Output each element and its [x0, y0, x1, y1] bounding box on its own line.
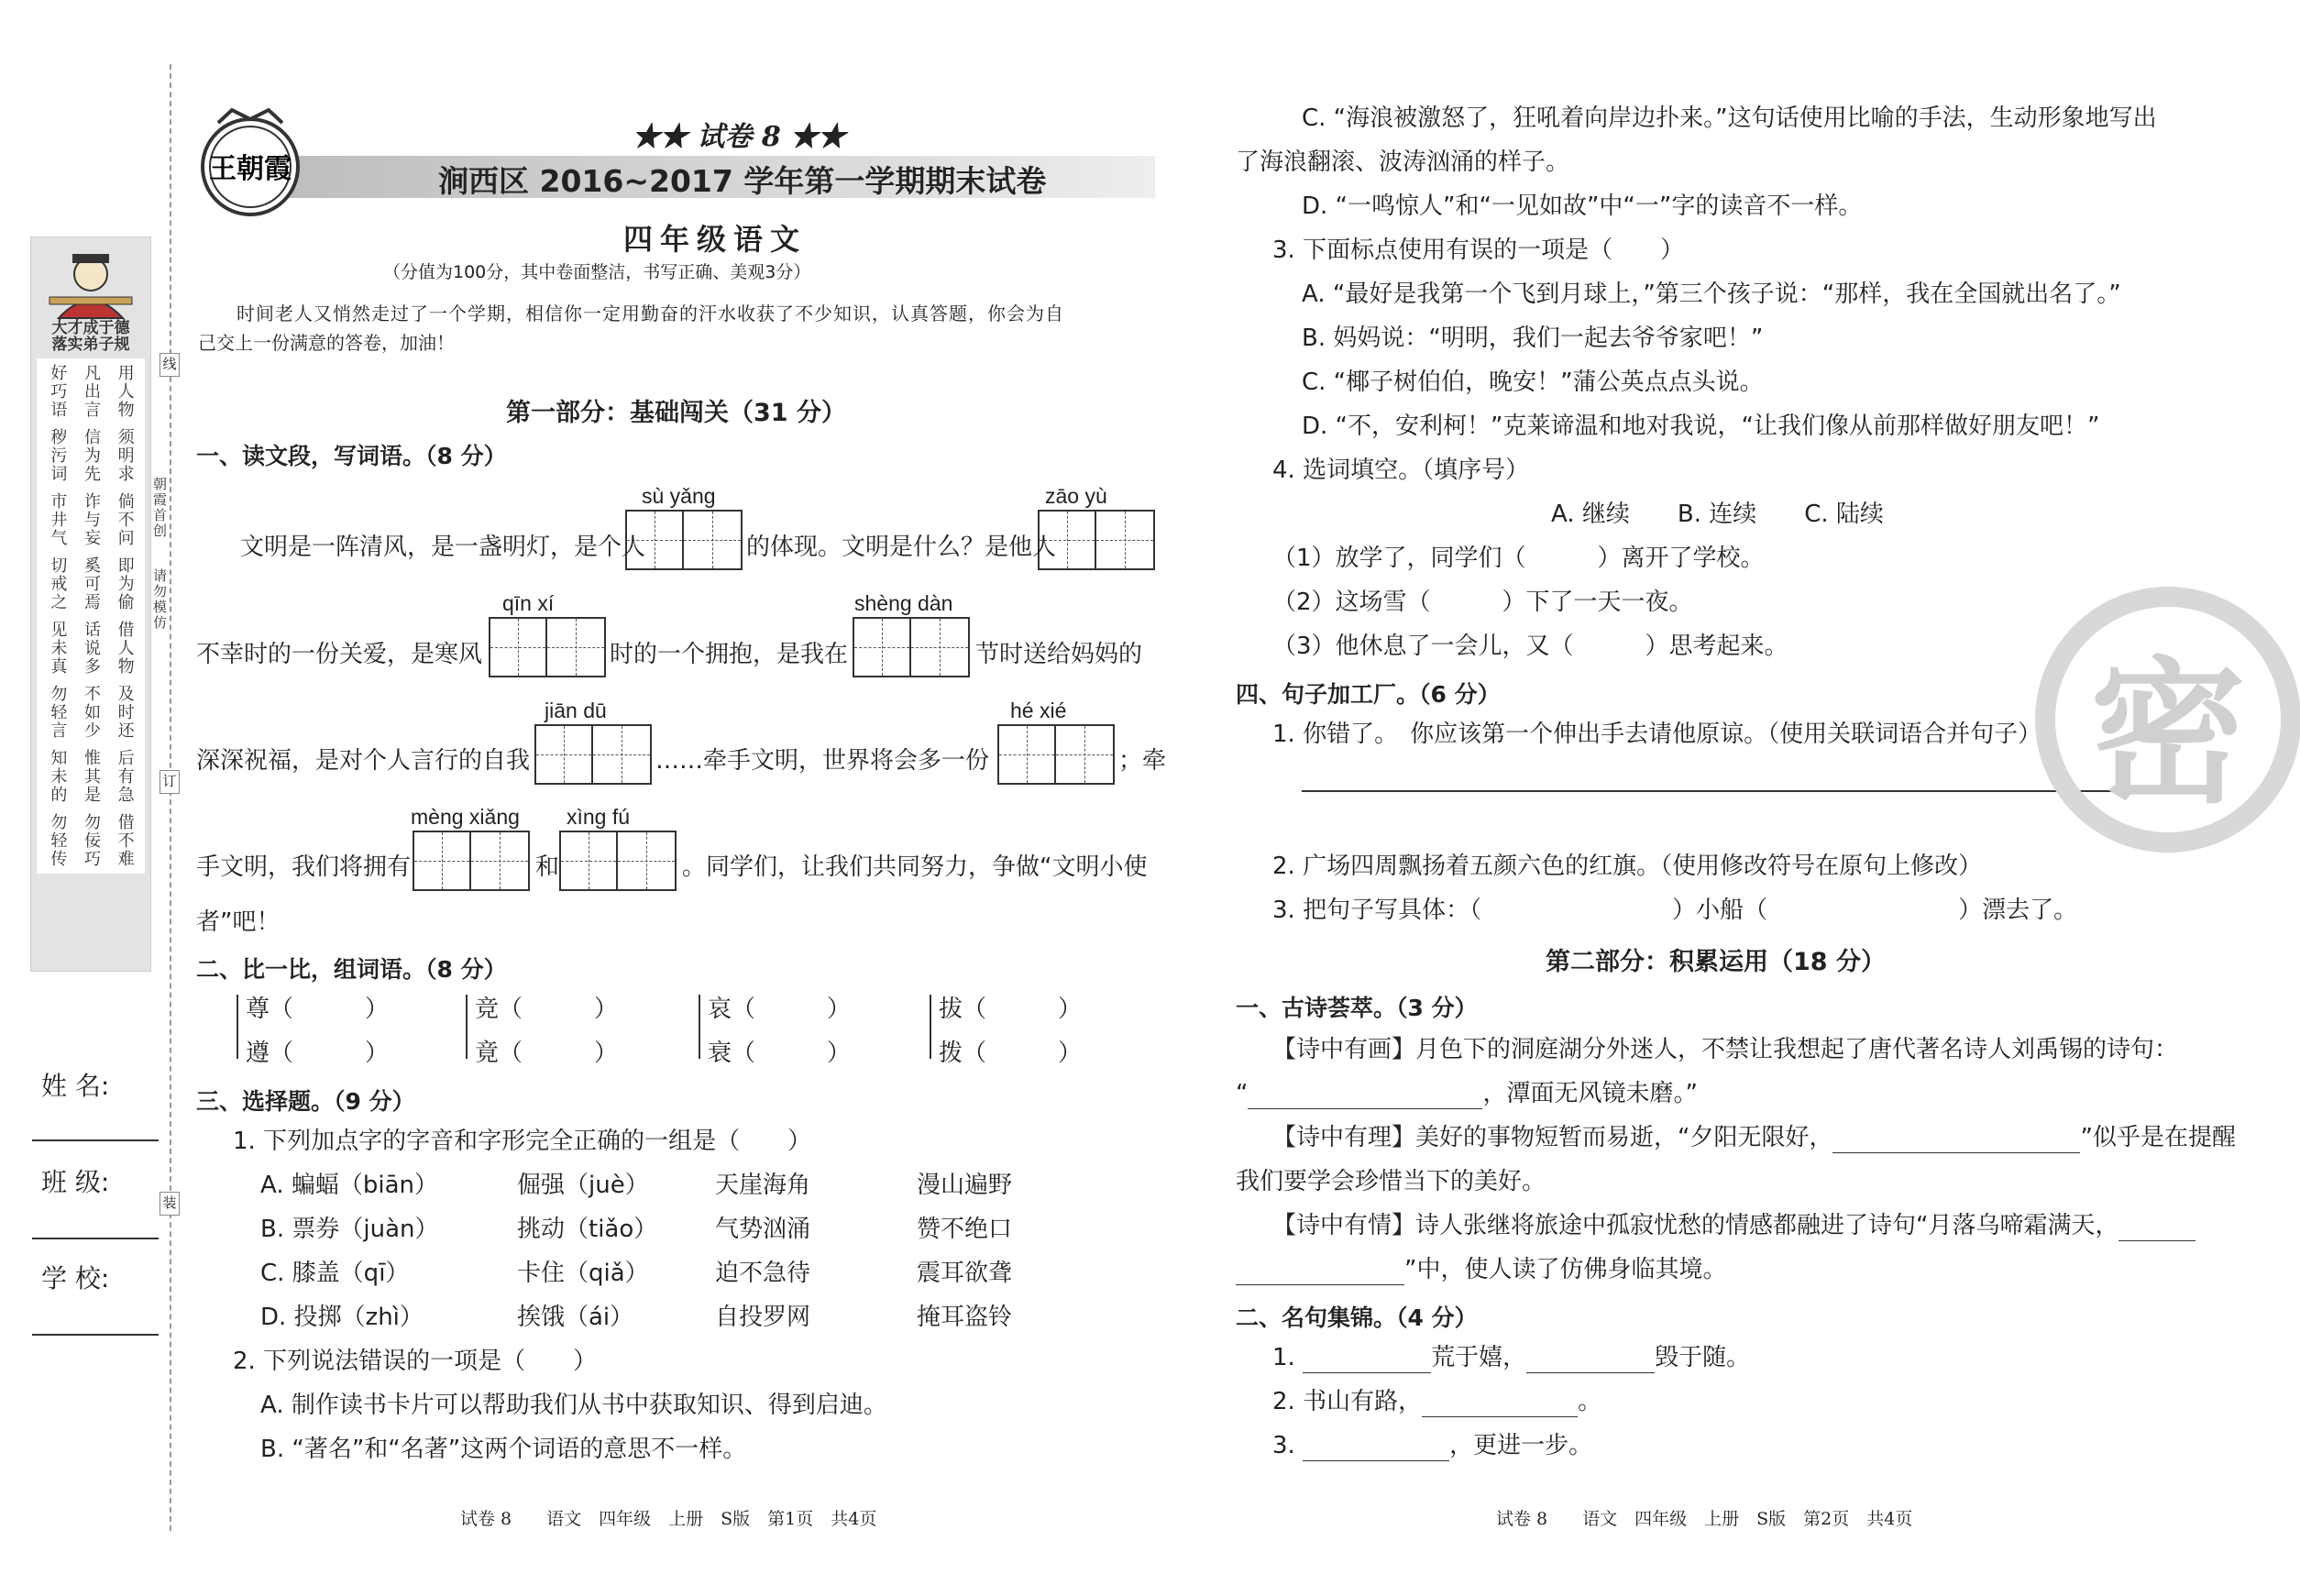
motto-col: 即为偷	[115, 556, 135, 611]
sentence-3: 3. 把句子写具体：（ ）小船（ ）漂去了。	[1272, 897, 2078, 924]
writing-box[interactable]	[853, 617, 970, 677]
sentence-1: 1. 你错了。 你应该第一个伸出手去请他原谅。（使用关联词语合并句子）	[1272, 721, 2042, 748]
passage-text: 手文明，我们将拥有	[196, 853, 412, 881]
motto-col: 用人物	[115, 364, 135, 419]
school-label: 学 校:	[41, 1263, 110, 1293]
quote-3	[1272, 1430, 1592, 1461]
option-cell: 天崖海角	[715, 1172, 811, 1199]
motto-col: 好巧语	[48, 364, 68, 419]
compare-item: 拨（ ）	[939, 1040, 1083, 1067]
mc3-option-b: B. 妈妈说：“明明，我们一起去爷爷家吧！”	[1302, 325, 1764, 352]
secret-stamp	[2035, 587, 2300, 853]
option-cell: 掩耳盗铃	[917, 1304, 1013, 1331]
option-cell: 气势汹涌	[715, 1216, 811, 1243]
poem-text: ，潭面无风镜未磨。”	[1482, 1080, 1698, 1107]
mc2-option-c-cont: 了海浪翻滚、波涛汹涌的样子。	[1236, 149, 1570, 176]
quote-2	[1272, 1386, 1601, 1417]
score-note: （分值为100分，其中卷面整洁，书写正确、美观3分）	[383, 262, 811, 282]
mc4-options: A. 继续 B. 连续 C. 陆续	[1551, 501, 1884, 528]
passage-text: 不幸时的一份关爱，是寒风	[196, 641, 483, 668]
passage-text: 者”吧！	[196, 908, 281, 936]
compare-item: 衰（ ）	[708, 1040, 852, 1067]
quote-blank[interactable]	[1303, 1348, 1431, 1373]
poem-2-line	[1272, 1122, 2236, 1153]
option-cell: 卡住（qiǎ）	[517, 1260, 649, 1287]
motto-col: 话说多	[81, 621, 101, 676]
pinyin-2: zāo yù	[1045, 484, 1107, 508]
passage-text: ……牵手文明，世界将会多一份	[655, 747, 990, 775]
compare-bracket	[930, 995, 931, 1059]
quote-text: 3.	[1272, 1432, 1304, 1459]
footer-right: 试卷 8 语文 四年级 上册 S版 第2页 共4页	[1496, 1509, 1913, 1529]
writing-box[interactable]	[559, 831, 677, 891]
motto-col: 倘不问	[115, 492, 135, 547]
mc2-option-d: D. “一鸣惊人”和“一见如故”中“一”字的读音不一样。	[1302, 193, 1863, 220]
subject-title: 四年级语文	[623, 222, 808, 257]
class-label: 班 级:	[41, 1167, 110, 1197]
mc4-item: （2）这场雪（ ）下了一天一夜。	[1272, 589, 1693, 616]
motto-col: 惟其是	[81, 749, 101, 804]
mc1-stem: 1. 下列加点字的字音和字形完全正确的一组是（ ）	[233, 1128, 812, 1155]
compare-item: 竞（ ）	[475, 996, 619, 1023]
option-cell: 赞不绝口	[917, 1216, 1013, 1243]
q2-title: 二、比一比，组词语。（8 分）	[196, 956, 507, 983]
compare-bracket	[237, 995, 238, 1059]
motto-2: 落实弟子规	[51, 336, 130, 354]
poem-blank[interactable]	[1236, 1260, 1404, 1285]
pinyin-5: jiān dū	[545, 699, 607, 722]
pinyin-1: sù yǎng	[642, 484, 716, 508]
compare-bracket	[466, 995, 468, 1059]
motto-col: 勿佞巧	[81, 813, 101, 868]
star-icon: ★★	[633, 121, 688, 153]
poem-blank[interactable]	[1832, 1128, 2080, 1153]
poem-1-line: 【诗中有画】月色下的洞庭湖分外迷人，不禁让我想起了唐代著名诗人刘禹锡的诗句：	[1272, 1036, 2179, 1063]
sidebar-panel	[30, 237, 151, 972]
mc2-option-b: B. “著名”和“名著”这两个词语的意思不一样。	[260, 1436, 747, 1463]
quote-text: 。	[1578, 1388, 1602, 1415]
name-field[interactable]	[32, 1139, 159, 1141]
quote-1	[1272, 1342, 1750, 1373]
answer-line[interactable]	[1302, 790, 2186, 792]
motto-grid	[37, 358, 145, 874]
motto-col: 勿轻传	[48, 813, 68, 868]
quote-blank[interactable]	[1422, 1392, 1578, 1417]
q1-title: 一、读文段，写词语。（8 分）	[196, 443, 507, 469]
motto-col: 后有急	[115, 749, 135, 804]
poem-text: 【诗中有情】诗人张继将旅途中孤寂忧愁的情感都融进了诗句“月落乌啼霜满天，	[1272, 1212, 2119, 1239]
mc3-option-c: C. “椰子树伯伯，晚安！”蒲公英点点头说。	[1302, 369, 1764, 396]
mc3-option-a: A. “最好是我第一个飞到月球上，”第三个孩子说：“那样，我在全国就出名了。”	[1302, 281, 2121, 308]
motto-col: 借人物	[115, 621, 135, 676]
poem-text: ”中，使人读了仿佛身临其境。	[1404, 1256, 1727, 1283]
part2-heading: 第二部分：积累运用（18 分）	[1546, 948, 1886, 976]
pinyin-7: mèng xiǎng	[411, 805, 520, 829]
motto-1: 大才成于德	[51, 319, 130, 337]
writing-box[interactable]	[413, 831, 530, 891]
mc4-stem: 4. 选词填空。（填序号）	[1272, 457, 1530, 484]
passage-text: 和	[535, 853, 560, 881]
motto-col: 勿轻言	[48, 685, 68, 740]
quote-blank[interactable]	[1526, 1348, 1655, 1373]
star-icon: ★★	[790, 121, 846, 153]
option-cell: D. 投掷（zhì）	[260, 1304, 424, 1331]
passage-text: 深深祝福，是对个人言行的自我	[196, 747, 531, 775]
motto-col: 市井气	[48, 492, 68, 547]
poem-3-cont	[1236, 1254, 1726, 1285]
poem-text: ”似乎是在提醒	[2080, 1124, 2236, 1151]
binding-mark-3: 装	[160, 1192, 180, 1216]
name-label: 姓 名:	[41, 1071, 110, 1101]
poem-blank[interactable]	[2118, 1216, 2195, 1241]
binding-mark-2: 订	[160, 770, 180, 794]
mc2-option-c: C. “海浪被激怒了，狂吼着向岸边扑来。”这句话使用比喻的手法，生动形象地写出	[1302, 105, 2157, 132]
q3-title: 三、选择题。（9 分）	[196, 1088, 415, 1115]
writing-box[interactable]	[534, 724, 652, 785]
mc3-stem: 3. 下面标点使用有误的一项是（ ）	[1272, 237, 1685, 264]
pinyin-3: qīn xí	[502, 591, 555, 615]
passage-text: 节时送给妈妈的	[975, 641, 1143, 668]
part1-heading: 第一部分：基础闯关（31 分）	[506, 399, 846, 427]
motto-col: 知未的	[48, 749, 68, 804]
quote-text: 毁于随。	[1655, 1344, 1751, 1371]
option-cell: A. 蝙蝠（biān）	[260, 1172, 438, 1199]
compare-item: 哀（ ）	[708, 996, 852, 1023]
option-cell: 震耳欲聋	[917, 1260, 1013, 1287]
compare-bracket	[699, 995, 700, 1059]
mc2-option-a: A. 制作读书卡片可以帮助我们从书中获取知识、得到启迪。	[260, 1392, 887, 1419]
intro-line-2: 己交上一份满意的答卷，加油！	[198, 332, 455, 354]
logo-text: 王朝霞	[209, 153, 292, 185]
option-cell: 迫不急待	[715, 1260, 811, 1287]
mc4-item: （3）他休息了一会儿，又（ ）思考起来。	[1272, 633, 1788, 660]
motto-col: 奚可焉	[81, 556, 101, 611]
school-field[interactable]	[32, 1334, 159, 1336]
scholar-illustration	[31, 247, 150, 320]
option-cell: 挨饿（ái）	[517, 1304, 634, 1331]
option-cell: B. 票券（juàn）	[260, 1216, 439, 1243]
option-cell: C. 膝盖（qī）	[260, 1260, 410, 1287]
compare-item: 拔（ ）	[939, 996, 1083, 1023]
p2-title: 二、名句集锦。（4 分）	[1236, 1304, 1478, 1331]
motto-col: 不如少	[81, 685, 101, 740]
option-cell: 自投罗网	[715, 1304, 811, 1331]
pinyin-8: xìng fú	[567, 805, 631, 829]
intro-line-1: 时间老人又悄然走过了一个学期，相信你一定用勤奋的汗水收获了不少知识，认真答题，你会为自	[237, 303, 1064, 325]
pinyin-4: shèng dàn	[854, 591, 953, 615]
side-note-2: 请勿模仿	[151, 568, 168, 631]
option-cell: 挑动（tiǎo）	[517, 1216, 658, 1243]
mc3-option-d: D. “不，安利柯！”克莱谛温和地对我说，“让我们像从前那样做好朋友吧！”	[1302, 413, 2100, 440]
quote-open: “	[1236, 1080, 1249, 1107]
motto-col: 诈与妄	[81, 492, 101, 547]
mc2-stem: 2. 下列说法错误的一项是（ ）	[233, 1348, 598, 1375]
quote-text: ，更进一步。	[1449, 1432, 1593, 1459]
q4-title: 四、句子加工厂。（6 分）	[1236, 681, 1501, 708]
motto-col: 及时还	[115, 685, 135, 740]
side-note-1: 朝霞首创	[151, 477, 168, 539]
paper-number	[633, 114, 845, 154]
publisher-logo	[191, 103, 310, 222]
stamp-text: 密	[2089, 643, 2246, 825]
motto-col: 见未真	[48, 621, 68, 676]
passage-text: 的体现。文明是什么？是他人	[746, 534, 1057, 561]
sentence-2: 2. 广场四周飘扬着五颜六色的红旗。（使用修改符号在原句上修改）	[1272, 853, 1983, 880]
motto-col: 凡出言	[81, 364, 101, 419]
quote-text: 荒于嬉，	[1431, 1344, 1527, 1371]
exam-title: 涧西区 2016~2017 学年第一学期期末试卷	[438, 163, 1047, 199]
binding-mark-1: 线	[160, 353, 180, 377]
passage-text: 。同学们，让我们共同努力，争做“文明小使	[682, 853, 1148, 881]
poem-1-answer	[1236, 1078, 1698, 1109]
paper-no-text: 试卷 8	[697, 121, 781, 153]
motto-col: 秽污词	[48, 428, 68, 483]
option-cell: 倔强（juè）	[517, 1172, 649, 1199]
poem-2-cont: 我们要学会珍惜当下的美好。	[1236, 1168, 1546, 1195]
quote-text: 2. 书山有路，	[1272, 1388, 1423, 1415]
motto-col: 借不难	[115, 813, 135, 868]
footer-left: 试卷 8 语文 四年级 上册 S版 第1页 共4页	[460, 1509, 877, 1529]
quote-text: 1.	[1272, 1344, 1304, 1371]
p1-title: 一、古诗荟萃。（3 分）	[1236, 995, 1478, 1021]
class-field[interactable]	[32, 1238, 159, 1239]
poem-3-line	[1272, 1210, 2195, 1241]
option-cell: 漫山遍野	[917, 1172, 1013, 1199]
motto-col: 信为先	[81, 428, 101, 483]
motto-col: 须明求	[115, 428, 135, 483]
pinyin-6: hé xié	[1010, 699, 1067, 722]
poem-blank[interactable]	[1248, 1084, 1482, 1109]
compare-item: 竟（ ）	[475, 1040, 619, 1067]
motto-col: 切戒之	[48, 556, 68, 611]
compare-item: 遵（ ）	[246, 1040, 390, 1067]
passage-text: 文明是一阵清风，是一盏明灯，是个人	[240, 534, 646, 561]
passage-text: 时的一个拥抱，是我在	[610, 641, 849, 668]
quote-blank[interactable]	[1303, 1436, 1449, 1461]
compare-item: 尊（ ）	[246, 996, 390, 1023]
poem-text: 【诗中有理】美好的事物短暂而易逝，“夕阳无限好，	[1272, 1124, 1833, 1151]
passage-text: ；牵	[1118, 747, 1167, 775]
writing-box[interactable]	[489, 617, 606, 677]
binding-line	[170, 64, 171, 1531]
writing-box[interactable]	[997, 724, 1115, 785]
mc4-item: （1）放学了，同学们（ ）离开了学校。	[1272, 545, 1765, 572]
